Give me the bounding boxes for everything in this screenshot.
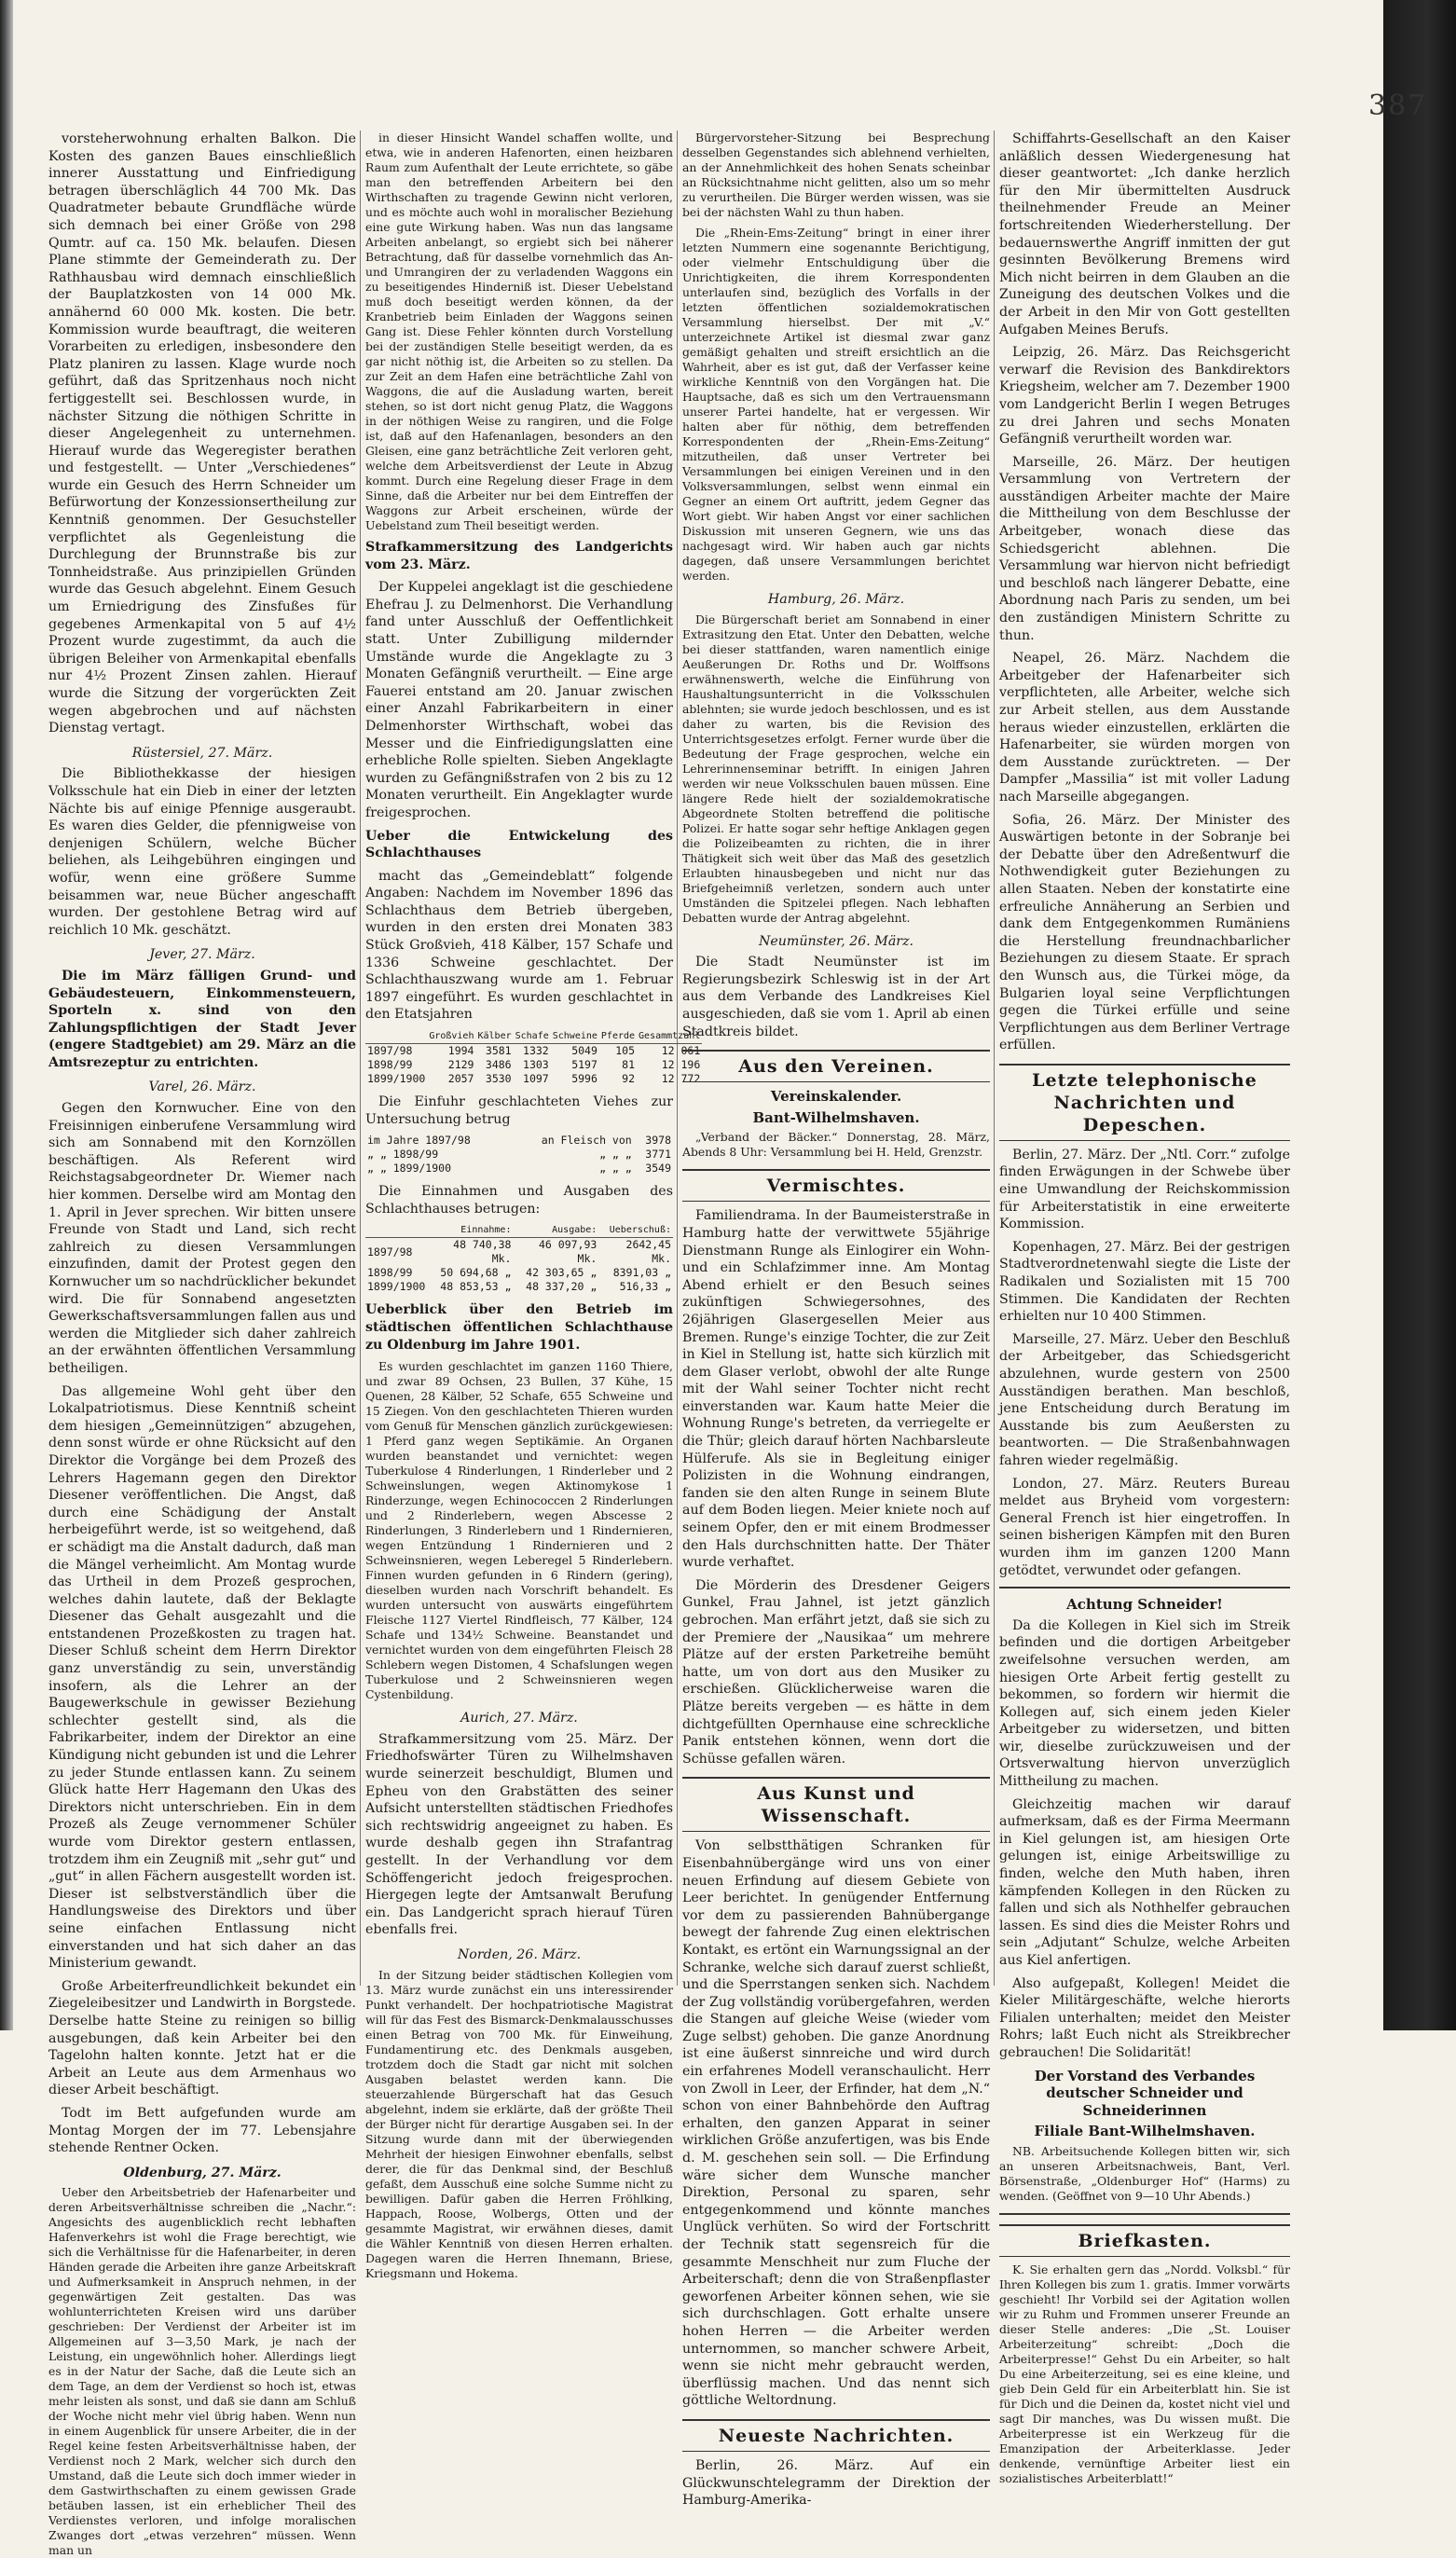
article-paragraph: K. Sie erhalten gern das „Nordd. Volksbl.“ für Ihren Kollegen bis zum 1. gratis. Immer vorwärts geschieht! Ihr Vorbild sei der Agitation wollen wir zu Ruhm und Frommen unserer Freunde an dieser Stelle anderes: „Die „St. Louiser Arbeiterzeitung“ schreibt: „Doch die Arbeiterpresse!“ Gehst Du ein Arbeiter, so halt Du eine Arbeiterzeitung, sei es eine kleine, und gieb Dein Geld für ein Arbeiterblatt hin. Sie ist für Dich und die Deinen da, kostet nicht viel und sagt Dir manches, was Du wissen mußt. Die Arbeiterpresse ist ein Werkzeug für die Emanzipation der Arbeiterklasse. Jeder denkende, vernünftige Arbeiter liest ein sozialistisches Arbeiterblatt!“ <box>999 2262 1290 2485</box>
article-heading: Ueber die Entwickelung des Schlachthauses <box>365 828 673 861</box>
table-cell: 48 740,38 Mk. <box>453 1238 512 1266</box>
section-heading: Aus den Vereinen. <box>682 1050 990 1082</box>
article-paragraph: macht das „Gemeindeblatt“ folgende Angaben: Nachdem im November 1896 das Schlachthaus dem Betrieb übergeben, wurden in den ersten drei Monaten 383 Stück Großvieh, 418 Kälber, 157 Schafe und 1336 Schweine geschlachtet. Der Schlachthauszwang wurde am 1. Februar 1897 eingeführt. Es wurden geschlachtet in den Etatsjahren <box>365 868 673 1023</box>
table-cell: 1898/99 <box>367 1266 413 1280</box>
article-paragraph: Das allgemeine Wohl geht über den Lokalpatriotismus. Diese Kenntniß scheint dem hiesigen „Gemeinnützigen“ abzugehen, denn sonst würde er ohne Rücksicht auf den Direktor die Vorgänge bei dem Prozeß des Lehrers Hagemann gegen den Direktor Diesener veröffentlichen. Die Angst, daß durch eine Schädigung der Anstalt herbeigeführt werde, ist so weitgehend, daß er schädigt ma die Anstalt dadurch, daß man die Mängel verheimlicht. Am Montag wurde das Urtheil in dem Prozeß gesprochen, welches dahin lautete, daß der Beklagte Diesener das Gehalt ausgezahlt und die entstandenen Prozeßkosten zu tragen hat. Dieser Schluß scheint dem Herrn Direktor ganz unverständig zu sein, unverständig insofern, als die Lehrer an der Baugewerkschule in gewisser Beziehung schlechter gestellt sind, als die Fabrikarbeiter, indem der Direktor an eine Kündigung nicht gebunden ist und die Lehrer zu jeder Stunde entlassen kann. Zu seinem Glück hatte Herr Hagemann den Ukas des Direktors nicht unterschrieben. Ein in dem Prozeß als Zeuge vernommener Schüler wurde vom Direktor gestern entlassen, trotzdem ihm ein Zeugniß mit „sehr gut“ und „gut“ in allen Fächern ausgestellt worden ist. Dieser ist selbstverständlich über die Handlungsweise des Direktors und über seine einfachen Entlassung nicht einverstanden und hat sich daher an das Ministerium gewandt. <box>48 1383 356 1972</box>
article-paragraph: Die „Rhein-Ems-Zeitung“ bringt in einer ihrer letzten Nummern eine sogenannte Berichtigung, oder vielmehr Entschuldigung über die Unrichtigkeiten, die ihrem Korrespondenten unterlaufen sind, bezüglich des Vorfalls in der letzten öffentlichen sozialdemokratischen Versammlung hierselbst. Der mit „V.“ unterzeichnete Artikel ist diesmal zwar ganz gemäßigt gehalten und streift ersichtlich an die Wahrheit, aber es ist gut, daß der Verfasser keine wirkliche Kenntniß von den Vorgängen hat. Die Hauptsache, daß es sich um den Vertrauensmann unserer Partei handelte, hat er vergessen. Wir halten aber für nöthig, dem betreffenden Korrespondenten der „Rhein-Ems-Zeitung“ mitzutheilen, daß unser Vertreter bei Versammlungen bei einigen Vereinen und in den Volksversammlungen, selbst wenn einmal ein Gegner an einem Ort auftritt, jedem Gegner das Wort giebt. Wir haben Angst vor einer sachlichen Diskussion mit unseren Gegnern, wie uns das nachgesagt wird. Wir haben auch gar nichts dagegen, daß unsere Versammlungen berichtet werden. <box>682 226 990 583</box>
table-cell: 81 <box>622 1058 636 1072</box>
dateline: Rüstersiel, 27. März. <box>131 745 273 761</box>
table-cell: 3549 <box>645 1162 671 1176</box>
table-header: Schweine <box>551 1029 599 1044</box>
column-rule <box>994 131 995 1986</box>
column-rule <box>360 131 361 1986</box>
article-paragraph: Die Bürgerschaft beriet am Sonnabend in einer Extrasitzung den Etat. Unter den Debatten, welche bei dieser stattfanden, waren namentlich einige Aeußerungen Dr. Roths und Dr. Wolffsons erwähnenswerth, welche die Einführung von Haushaltungsunterricht in die Volksschulen ablehnten; sie wurde jedoch beschlossen, und es ist daher zu warten, bis die Revision des Unterrichtsgesetzes erfolgt. Ferner wurde über die Bedeutung der Frage gesprochen, welche ein Lehrerinnenseminar betrifft. In einigen Jahren werden wir neue Volksschulen bauen müssen. Eine längere Rede hielt der sozialdemokratische Abgeordnete Stolten betreffend die politische Polizei. Er hatte sogar sehr heftige Anklagen gegen die Polizeibeamten zu richten, die in ihrer Thätigkeit sich weit über das Maß des gesetzlich Erlaubten hinausbegeben und nicht nur das Briefgeheimniß verletzen, sondern auch unter Umständen die Spitzelei pflegen. Nach lebhaften Debatten wurde der Antrag abgelehnt. <box>682 612 990 925</box>
table-header: Ausgabe: <box>513 1223 598 1238</box>
table-cell: 3771 <box>645 1148 671 1162</box>
article-paragraph: Die Stadt Neumünster ist im Regierungsbezirk Schleswig ist in der Art aus dem Verbande des Landkreises Kiel ausgeschieden, daß sie vom 1. April ab einen Stadtkreis bildet. <box>682 955 990 1039</box>
article-paragraph: vorsteherwohnung erhalten Balkon. Die Kosten des ganzen Baues einschließlich innerer Ausstattung und Einfriedigung betragen überschläglich 44 700 Mk. Das Quadratmeter bebaute Grundfläche würde sich demnach bei einer Größe von 298 Qumtr. auf ca. 150 Mk. belaufen. Diesen Plane stimmte der Gemeinderath zu. Der Rathhausbau wird demnach einschließlich der Bauplatzkosten von 14 000 Mk. annähernd 60 000 Mk. kosten. Die betr. Kommission wurde beauftragt, die weiteren Vorarbeiten zu erledigen, insbesondere den Platz planiren zu lassen. Klage wurde noch geführt, daß das Spritzenhaus noch nicht fertiggestellt sei. Beschlossen wurde, in nächster Sitzung die nöthigen Schritte in dieser Angelegenheit zu unternehmen. Hierauf wurde das Wegeregister berathen und festgestellt. — Unter „Verschiedenes“ wurde ein Gesuch des Herrn Schneider um Befürwortung der Konzessionsertheilung zur Kenntniß genommen. Der Gesuchsteller verpflichtet als Gegenleistung die Durchlegung der Brunnstraße bis zur Tonnheidstraße. Aus prinzipiellen Gründen wurde das Gesuch abgelehnt. Einem Gesuch um Erniedrigung des Zinsfußes für gegebenes Armenkapital von 5 auf 4½ Prozent wurde zugestimmt, da auch die übrigen Beleiher von Armenkapital ebenfalls nur 4½ Prozent Zinsen zahlen. Hierauf wurde die Sitzung der vorgerückten Zeit wegen abgebrochen und auf nächsten Dienstag vertagt. <box>48 131 356 736</box>
article-paragraph: Familiendrama. In der Baumeisterstraße in Hamburg hatte der verwittwete 55jährige Dienstmann Runge als Einlogirer ein Wohn- und ein Schlafzimmer inne. Am Montag Abend erhielt er den Besuch seines zukünftigen Schwiegersohnes, des 26jährigen Glasergesellen Meier aus Bremen. Runge's einzige Tochter, die zur Zeit in Kiel in Stellung ist, hatte sich kürzlich mit dem Glaser verlobt, obwohl der alte Runge mit der Wahl seiner Tochter nicht recht einverstanden war. Kaum hatte Meier die Wohnung Runge's betreten, da verriegelte er die Thür; gleich darauf hörten Nachbarsleute Hülferufe. Als sie in Begleitung einiger Polizisten in die Wohnung eindrangen, fanden sie den alten Runge in seinem Blute auf dem Boden liegen. Meier kniete noch auf seinem Opfer, den er mit einem Brodmesser den Hals durchschnitten hatte. Der Thäter wurde verhaftet. <box>682 1208 990 1571</box>
table-header <box>365 1029 427 1044</box>
dateline: Varel, 26. März. <box>148 1080 256 1095</box>
article-paragraph: Berlin, 26. März. Auf ein Glückwunschtelegramm der Direktion der Hamburg-Amerika- <box>682 2457 990 2509</box>
article-paragraph: in dieser Hinsicht Wandel schaffen wollte, und etwa, wie in anderen Hafenorten, einen heizbaren Raum zum Aufenthalt der Leute errichtete, so gäbe man den betreffenden Arbeitern bei den Wirthschaften zu tragende Gewinn nicht verloren, und es möchte auch wohl in moralischer Beziehung eine gute Wirkung haben. Was nun das langsame Arbeiten anbelangt, so ergiebt sich bei näherer Betrachtung, daß für dasselbe vornehmlich das An- und Umrangiren der zu verladenden Waggons ein zu beseitigendes Hinderniß ist. Dieser Uebelstand muß doch beseitigt werden können, da der Kranbetrieb beim Einladen der Waggons seinen Gang ist. Diese Fehler könnten durch Vorstellung bei der zuständigen Stelle beseitigt werden, da es gar nicht nöthig ist, die Arbeiten so zu stellen. Da zur Zeit an dem Hafen eine beträchtliche Zahl von Waggons, die auf die Ausladung warten, bereit stehen, so ist dort nicht genug Platz, die Waggons in der nöthigen Weise zu rangiren, und die Folge ist, daß auf den Hafenanlagen, besonders an den Gleisen, eine ganz beträchtliche Zeit verloren geht, welche dem Arbeitsverdienst der Leute in Abzug kommt. Durch eine Regelung dieser Frage in dem Sinne, daß die Arbeiter nur bei dem Eintreffen der Waggons zur Arbeit erscheinen, würde der Uebelstand zum Theil beseitigt werden. <box>365 131 673 532</box>
notice-signature: Der Vorstand des Verbandes deutscher Schneider und Schneiderinnen <box>1034 2067 1256 2119</box>
article-paragraph: Leipzig, 26. März. Das Reichsgericht verwarf die Revision des Bankdirektors Kriegsheim, welcher am 7. Dezember 1900 vom Landgericht Berlin I wegen Betruges zu drei Jahren und sechs Monaten Gefängniß verurtheilt worden war. <box>999 345 1290 447</box>
table-cell: 1897/98 <box>367 1245 413 1258</box>
article-paragraph: Es wurden geschlachtet im ganzen 1160 Thiere, und zwar 89 Ochsen, 23 Bullen, 37 Kühe, 15 Quenen, 28 Kälber, 52 Schafe, 655 Schweine und 15 Ziegen. Von den geschlachteten Thieren wurden vom Genuß für Menschen gänzlich zurückgewiesen: 1 Pferd ganz wegen Septikämie. An Organen wurden beanstandet und vernichtet: wegen Tuberkulose 4 Rinderlungen, 1 Rinderleber und 2 Schweinslungen, wegen Aktinomykose 1 Rinderzunge, wegen Echinococcen 2 Rinderlungen und 2 Rinderlebern, wegen Abscesse 2 Rinderlungen, 3 Rinderlebern und 1 Rindernieren, wegen Entzündung 1 Rindernieren und 2 Schweinsnieren, wegen Leberegel 5 Rinderlebern. Finnen wurden gefunden in 6 Rindern (gering), dieselben wurden nach Vorschrift behandelt. Es wurden untersucht von auswärts eingeführtem Fleische 1127 Viertel Rindfleisch, 77 Kälber, 124 Schafe und 134½ Schweine. Beanstandet und vernichtet wurden von dem eingeführten Fleisch 28 Schlebern wegen Distomen, 4 Schafslungen wegen Tuberkulose und 2 Schweinsnieren wegen Cystenbildung. <box>365 1359 673 1702</box>
dateline: Oldenburg, 27. März. <box>123 2165 282 2180</box>
table-cell: 48 337,20 „ <box>526 1280 598 1294</box>
column-3 <box>682 131 990 2509</box>
article-paragraph: Also aufgepaßt, Kollegen! Meidet die Kieler Militärgeschäfte, welche hierorts Filialen unterhalten; meidet den Meister Rohrs; laßt Euch nicht als Streikbrecher gebrauchen! Die Solidarität! <box>999 1975 1290 2060</box>
article-paragraph: Todt im Bett aufgefunden wurde am Montag Morgen der im 77. Lebensjahre stehende Rentner Ocken. <box>48 2105 356 2156</box>
table-cell: 1897/98 <box>367 1044 413 1058</box>
article-paragraph: „Verband der Bäcker.“ Donnerstag, 28. März, Abends 8 Uhr: Versammlung bei H. Held, Grenzstr. <box>682 1130 990 1160</box>
table-cell: 3486 <box>485 1058 512 1072</box>
table-header: Kälber <box>475 1029 513 1044</box>
article-paragraph: Neapel, 26. März. Nachdem die Arbeitgeber der Hafenarbeiter sich verpflichteten, alle Arbeiter, welche sich zur Arbeit stellen, aus dem Ausstande heraus wieder einzustellen, erklärten die Hafenarbeiter, sie würden morgen von dem Ausstande zurücktreten. — Der Dampfer „Massilia“ ist mit voller Ladung nach Marseille abgegangen. <box>999 651 1290 805</box>
notice-box <box>999 1587 1290 2215</box>
table-row <box>365 1148 673 1162</box>
table-cell: 3581 <box>485 1044 512 1058</box>
article-paragraph: Gegen den Kornwucher. Eine von den Freisinnigen einberufene Versammlung wird sich am Sonnabend mit den Kornzöllen beschäftigen. Als Referent wird Reichstagsabgeordneter Dr. Wiemer nach hier kommen. Derselbe wird am Montag den 1. April in Jever sprechen. Wir bitten unsere Freunde von Stadt und Land, sich recht zahlreich zu diesen Versammlungen einzufinden, damit der Protest gegen den Kornwucher um so nachdrücklicher bekundet wird. Die für Sonnabend angesetzten Gewerkschaftsversammlungen fallen aus und werden die Mitglieder sich daher zahlreich an der erwähnten öffentlichen Versammlung betheiligen. <box>48 1101 356 1376</box>
table-cell: 3530 <box>485 1072 512 1086</box>
table-row <box>365 1280 673 1294</box>
table-cell: 8391,03 „ <box>612 1266 671 1280</box>
article-paragraph: Der Kuppelei angeklagt ist die geschiedene Ehefrau J. zu Delmenhorst. Die Verhandlung fand unter Ausschluß der Oeffentlichkeit statt. Unter Zubilligung mildernder Umstände wurde die Angeklagte zu 3 Monaten Gefängniß verurtheilt. — Eine arge Fauerei entstand am 20. Januar zwischen einer Anzahl Fabrikarbeitern in einer Delmenhorster Wirthschaft, wobei das Messer und die Einfriedigungslatten eine erhebliche Rolle spielten. Sieben Angeklagte wurden zu Gefängnißstrafen von 2 bis zu 12 Monaten verurtheilt. Ein Angeklagter wurde freigesprochen. <box>365 580 673 820</box>
table-header-row <box>365 1029 702 1044</box>
table-cell: 5049 <box>571 1044 598 1058</box>
section-heading: Letzte telephonische Nachrichten und Depeschen. <box>999 1064 1290 1141</box>
slaughter-table <box>365 1029 702 1086</box>
table-cell: 516,33 „ <box>619 1280 671 1294</box>
article-paragraph: London, 27. März. Reuters Bureau meldet aus Bryheid vom vorgestern: General French ist hier eingetroffen. In seinen bisherigen Kämpfen mit den Buren wurden ihm im ganzen 1200 Mann getödtet, verwundet oder gefangen. <box>999 1476 1290 1578</box>
column-1 <box>48 131 356 2558</box>
article-paragraph: Strafkammersitzung vom 25. März. Der Friedhofswärter Türen zu Wilhelmshaven wurde seinerzeit beschuldigt, Blumen und Epheu von den Grabstätten des seiner Aufsicht unterstellten städtischen Friedhofes sich rechtswidrig angeeignet zu haben. Es wurde deshalb gegen ihn Strafantrag gestellt. In der Verhandlung vor dem Schöffengericht jedoch freigesprochen. Hiergegen legte der Amtsanwalt Berufung ein. Das Landgericht sprach hierauf Türen ebenfalls frei. <box>365 1731 673 1938</box>
table-cell: 1332 <box>523 1044 549 1058</box>
table-cell: 48 853,53 „ <box>440 1280 512 1294</box>
table-row <box>365 1134 673 1148</box>
article-paragraph: Die im März fälligen Grund- und Gebäudesteuern, Einkommensteuern, Sporteln x. sind von den Zahlungspflichtigen der Stadt Jever (engere Stadtgebiet) am 29. März an die Amtsrezeptur zu entrichten. <box>48 968 356 1070</box>
table-cell: 2129 <box>447 1058 474 1072</box>
dateline: Norden, 26. März. <box>457 1946 582 1962</box>
article-paragraph: Gleichzeitig machen wir darauf aufmerksam, daß es der Firma Meermann in Kiel gelungen ist, am hiesigen Orte gelungen ist, einige Arbeitswillige zu finden, welche den Muth haben, ihren kämpfenden Kollegen in den Rücken zu fallen und sich als Nothhelfer gebrauchen lassen. Es sind dies die Meister Rohrs und sein „Adjutant“ Schulze, welche Arbeiten aus Kiel anfertigen. <box>999 1796 1290 1968</box>
column-2 <box>365 131 701 2280</box>
table-cell: „ „ „ <box>599 1148 632 1162</box>
table-header: Schafe <box>514 1029 551 1044</box>
table-cell: 1899/1900 <box>367 1280 426 1294</box>
notice-signature: Filiale Bant-Wilhelmshaven. <box>1034 2123 1256 2140</box>
table-cell: 2057 <box>447 1072 474 1086</box>
table-header: Großvieh <box>427 1029 475 1044</box>
dateline: Hamburg, 26. März. <box>767 592 905 607</box>
section-subheading: Vereinskalender. <box>770 1088 902 1106</box>
table-header: Ueberschuß: <box>598 1223 673 1238</box>
article-paragraph: In der Sitzung beider städtischen Kollegien vom 13. März wurde zunächst ein uns interessirender Punkt verhandelt. Der hochpatriotische Magistrat will für das Fest des Bismarck-Denkmalausschusses einen Betrag von 700 Mk. für Einweihung, Fundamentirung etc. des Denkmals ausgeben, trotzdem doch die Stadt gar nicht mit solchen Ausgaben belastet werden kann. Die steuerzahlende Bürgerschaft hat das Gesuch abgelehnt, indem sie erklärte, daß der größte Theil der Bürger nicht für derartige Ausgaben sei. In der Sitzung wurde dann mit der überwiegenden Mehrheit der hiesigen Einwohner ebenfalls, selbst derer, die für das Denkmal sind, der Beschluß gefaßt, dem Ausschuß eine solche Summe nicht zu bewilligen. Dafür gaben die Herren Fröhlking, Happach, Roose, Wolbergs, Otten und der gesammte Magistrat, wir erwähnen dieses, damit die Wähler Kenntniß von diesen Herren erhalten. Dagegen waren die Herren Ihnemann, Briese, Kriegsmann und Hokema. <box>365 1967 673 2280</box>
table-cell: 92 <box>622 1072 636 1086</box>
notice-heading: Achtung Schneider! <box>1066 1596 1223 1614</box>
table-cell: 5996 <box>571 1072 598 1086</box>
dateline: Aurich, 27. März. <box>460 1711 578 1726</box>
table-header: Pferde <box>599 1029 637 1044</box>
table-header <box>365 1223 427 1238</box>
article-paragraph: Ueber den Arbeitsbetrieb der Hafenarbeiter und deren Arbeitsverhältnisse schreiben die „Nachr.“: Angesichts des augenblicklich recht lebhaften Hafenverkehrs ist wohl die Frage berechtigt, wie sich die Verhältnisse für die Hafenarbeiter, in deren Händen gerade die Arbeiten ihre ganze Arbeitskraft und Aufmerksamkeit in Anspruch nehmen, in der gegenwärtigen Zeit gestalten. Das was wohlunterrichteten Kreisen wird uns darüber geschrieben: Der Verdienst der Arbeiter ist im Allgemeinen auf 3—3,50 Mark, je nach der Leistung, ein ungewöhnlich hoher. Allerdings liegt es in der Natur der Sache, daß die Leute sich an dem Tage, an dem der Verdienst so hoch ist, etwas mehr leisten als sonst, und daß sie dann am Schluß der Woche nicht mehr viel übrig haben. Wenn nun in einem Augenblick für unsere Arbeiter, die in der Regel keine festen Arbeitsverhältnisse haben, der Verdienst noch 2 Mark, welcher sich durch den Umstand, daß die Leute sich doch immer wieder in dem Gastwirthschaften zu einem gewissen Grade betäuben lassen, ist ein erheblicher Theil des Verdienstes verloren, und infolge moralischen Zwanges dort „etwas verzehren“ müssen. Wenn man un <box>48 2185 356 2558</box>
table-header-row <box>365 1223 673 1238</box>
table-cell: „ „ 1898/99 <box>367 1148 439 1162</box>
article-paragraph: Berlin, 27. März. Der „Ntl. Corr.“ zufolge finden Erwägungen in der Schwebe über eine Umwandlung der Reichskommission für Arbeiterstatistik in eine erweiterte Kommission. <box>999 1147 1290 1232</box>
section-heading: Aus Kunst und Wissenschaft. <box>682 1777 990 1832</box>
finance-table <box>365 1223 673 1294</box>
table-row <box>365 1266 673 1280</box>
table-row <box>365 1238 673 1267</box>
section-heading: Briefkasten. <box>999 2224 1290 2257</box>
section-subheading: Bant-Wilhelmshaven. <box>752 1108 920 1126</box>
dateline: Neumünster, 26. März. <box>758 933 914 949</box>
table-cell: 105 <box>615 1044 636 1058</box>
table-row <box>365 1162 673 1176</box>
table-cell: 1898/99 <box>367 1058 413 1072</box>
article-paragraph: Bürgervorsteher-Sitzung bei Besprechung desselben Gegenstandes sich ablehnend verhielten, an der Annehmlichkeit des hohen Senats scheinbar an Rücksichtnahme nicht gelitten, also um so mehr zu verurtheilen. Die Bürger werden wissen, was sie bei der nächsten Wahl zu thun haben. <box>682 131 990 219</box>
table-row <box>365 1058 702 1072</box>
table-cell: „ „ „ <box>599 1162 632 1176</box>
table-row <box>365 1072 702 1086</box>
table-cell: 46 097,93 Mk. <box>539 1238 598 1266</box>
table-cell: 1303 <box>523 1058 549 1072</box>
scan-right-edge <box>1383 0 1456 2030</box>
table-cell: an Fleisch von <box>541 1134 632 1148</box>
table-cell: 3978 <box>645 1134 671 1148</box>
column-4 <box>999 131 1290 2485</box>
article-paragraph: Marseille, 26. März. Der heutigen Versammlung von Vertretern der ausständigen Arbeiter machte der Maire die Mittheilung von dem Beschlusse der Arbeitgeber, wonach diese das Schiedsgericht ablehnen. Die Versammlung war hiervon nicht befriedigt und beschloß nach längerer Debatte, eine Abordnung nach Paris zu senden, um bei den zuständigen Ministern Schritte zu thun. <box>999 454 1290 643</box>
table-cell: 12 196 <box>661 1058 701 1072</box>
article-paragraph: Da die Kollegen in Kiel sich im Streik befinden und die dortigen Arbeitgeber zweifelsohne versuchen werden, am hiesigen Orte Arbeit fertig gestellt zu bekommen, so fordern wir hiermit die Kollegen auf, sich einem jeden Kieler Arbeitgeber zu widersetzen, und bitten wir, dieselbe zurückzuweisen und der Ortsverwaltung hiervon unverzüglich Mittheilung zu machen. <box>999 1617 1290 1790</box>
table-cell: 12 061 <box>661 1044 701 1058</box>
table-cell: 42 303,65 „ <box>526 1266 598 1280</box>
article-paragraph: Sofia, 26. März. Der Minister des Auswärtigen betonte in der Sobranje bei der Debatte über den Adreßentwurf die Nothwendigkeit guter Beziehungen zu allen Staaten. Neben der konstatirte eine erfreuliche Annäherung an Serbien und dank dem Entgegenkommen Rumäniens die Herstellung freundnachbarlicher Beziehungen zu diesem Staate. Er sprach den Wunsch aus, die Türkei möge, da Bulgarien loyal seine Verpflichtungen gegen die Türkei erfülle und seine Verpflichtungen aus dem Berliner Vertrage erfüllen. <box>999 812 1290 1053</box>
article-paragraph: Die Einnahmen und Ausgaben des Schlachthauses betrugen: <box>365 1184 673 1217</box>
scan-left-edge <box>0 0 13 2030</box>
table-cell: 1994 <box>447 1044 474 1058</box>
table-cell: 50 694,68 „ <box>440 1266 512 1280</box>
article-heading: Strafkammersitzung des Landgerichts vom 23. März. <box>365 540 673 572</box>
article-heading: Ueberblick über den Betrieb im städtischen öffentlichen Schlachthause zu Oldenburg im Jahre 1901. <box>365 1302 673 1353</box>
import-table <box>365 1134 673 1176</box>
table-cell: 12 772 <box>661 1072 701 1086</box>
page-number: 387 <box>1368 89 1428 122</box>
article-paragraph: Kopenhagen, 27. März. Bei der gestrigen Stadtverordnetenwahl siegte die Liste der Radikalen und Sozialisten mit 15 700 Stimmen. Die Kandidaten der Rechten erhielten nur 10 400 Stimmen. <box>999 1239 1290 1325</box>
table-cell: 1899/1900 <box>367 1072 426 1086</box>
table-cell: „ „ 1899/1900 <box>367 1162 452 1176</box>
section-heading: Vermischtes. <box>682 1169 990 1202</box>
article-paragraph: Die Einfuhr geschlachteten Viehes zur Untersuchung betrug <box>365 1094 673 1127</box>
table-header: Gesammtzahl <box>637 1029 702 1044</box>
table-cell: 5197 <box>571 1058 598 1072</box>
article-paragraph: Die Mörderin des Dresdener Geigers Gunkel, Frau Jahnel, ist jetzt gänzlich gebrochen. Man erfährt jetzt, daß sie sich zu der Premiere der „Nausikaa“ um mehrere Plätze auf der ersten Parketreihe bemüht hatte, um von dort aus den Musiker zu erschießen. Glücklicherweise waren die Plätze bereits vergeben — es hätte in dem dichtgefüllten Opernhause eine schreckliche Panik entstehen können, wenn dort die Schüsse gefallen wären. <box>682 1577 990 1767</box>
article-paragraph: Große Arbeiterfreundlichkeit bekundet ein Ziegeleibesitzer und Landwirth in Borgstede. Derselbe hatte Steine zu reinigen so billig ausgebungen, daß kein Arbeiter bei den Tagelohn halten konnte. Jetzt hat er die Arbeit an Leute aus dem Armenhaus wo dieser Arbeit beschäftigt. <box>48 1978 356 2098</box>
table-header: Einnahme: <box>427 1223 513 1238</box>
dateline: Jever, 27. März. <box>149 947 255 963</box>
table-row <box>365 1044 702 1059</box>
article-paragraph: Die Bibliothekkasse der hiesigen Volksschule hat ein Dieb in einer der letzten Nächte bis auf einige Pfennige ausgeraubt. Es waren dies Gelder, die pfennigweise von denjenigen Schülern, welche Bücher beliehen, als Leihgebühren eingingen und wofür, wenn eine größere Summe beisammen war, neue Bücher angeschafft wurden. Der gestohlene Betrag wird auf reichlich 10 Mk. geschätzt. <box>48 766 356 938</box>
article-paragraph: Von selbstthätigen Schranken für Eisenbahnübergänge wird uns von einer neuen Erfindung auf diesem Gebiete von Leer berichtet. In genügender Entfernung vor dem zu passierenden Bahnübergange bewegt der fahrende Zug einen elektrischen Kontakt, es ertönt ein Warnungssignal an der Schranke, welche sich darauf zuerst schließt, und die Sperrstangen senken sich. Nachdem der Zug vollständig vorübergefahren, werden die Stangen auf gleiche Weise (wieder vom Zuge selbst) gehoben. Die ganze Anordnung ist eine äußerst sinnreiche und wird durch ein erfahrenes Modell veranschaulicht. Herr von Zwoll in Leer, der Erfinder, hat dem „N.“ schon von einer Bahnbehörde den Auftrag erhalten, den ganzen Apparat in seiner wirklichen Größe anzufertigen, was bis Ende d. M. geschehen sein soll. — Die Erfindung wäre sicher dem Wunsche mancher Direktion, Personal zu sparen, sehr entgegenkommend und könnte manches Unglück verhüten. So wird der Fortschritt der Technik statt segensreich für die gesammte Menschheit nur zum Fluche der Arbeiterschaft; denn die von Straßenpflaster geworfenen Arbeiter können sehen, wie sie sich durchschlagen. Gott erhalte unsere hohen Herren — die Arbeiter werden unternommen, so mancher schwere Arbeit, wenn sie nicht mehr gebraucht werden, überflüssig machen. Und das nennt sich göttliche Weltordnung. <box>682 1838 990 2409</box>
article-paragraph: Schiffahrts-Gesellschaft an den Kaiser anläßlich dessen Wiedergenesung hat dieser geantwortet: „Ich danke herzlich für den Mir übermittelten Ausdruck theilnehmender Freude an Meiner fortschreitenden Wiederherstellung. Der bedauernswerthe Angriff inmitten der gut gesinnten Bevölkerung Bremens wird Mich nicht beirren in dem Glauben an die Zuneigung des deutschen Volkes und die der Arbeit in den Mir von Gott gestellten Aufgaben Meines Berufs. <box>999 131 1290 337</box>
table-cell: 1097 <box>523 1072 549 1086</box>
table-cell: im Jahre 1897/98 <box>367 1134 471 1148</box>
article-paragraph: NB. Arbeitsuchende Kollegen bitten wir, sich an unseren Arbeitsnachweis, Bant, Verl. Börsenstraße, „Oldenburger Hof“ (Harms) zu wenden. (Geöffnet von 9—10 Uhr Abends.) <box>999 2143 1290 2203</box>
section-heading: Neueste Nachrichten. <box>682 2419 990 2452</box>
article-paragraph: Marseille, 27. März. Ueber den Beschluß der Arbeitgeber, das Schiedsgericht abzulehnen, wurde gestern von 2500 Ausständigen berathen. Man beschloß, jene Entscheidung durch Beratung im Ausstande bis zum Aeußersten zu beantworten. — Die Straßenbahnwagen fahren wieder regelmäßig. <box>999 1331 1290 1468</box>
table-cell: 2642,45 Mk. <box>625 1238 671 1266</box>
